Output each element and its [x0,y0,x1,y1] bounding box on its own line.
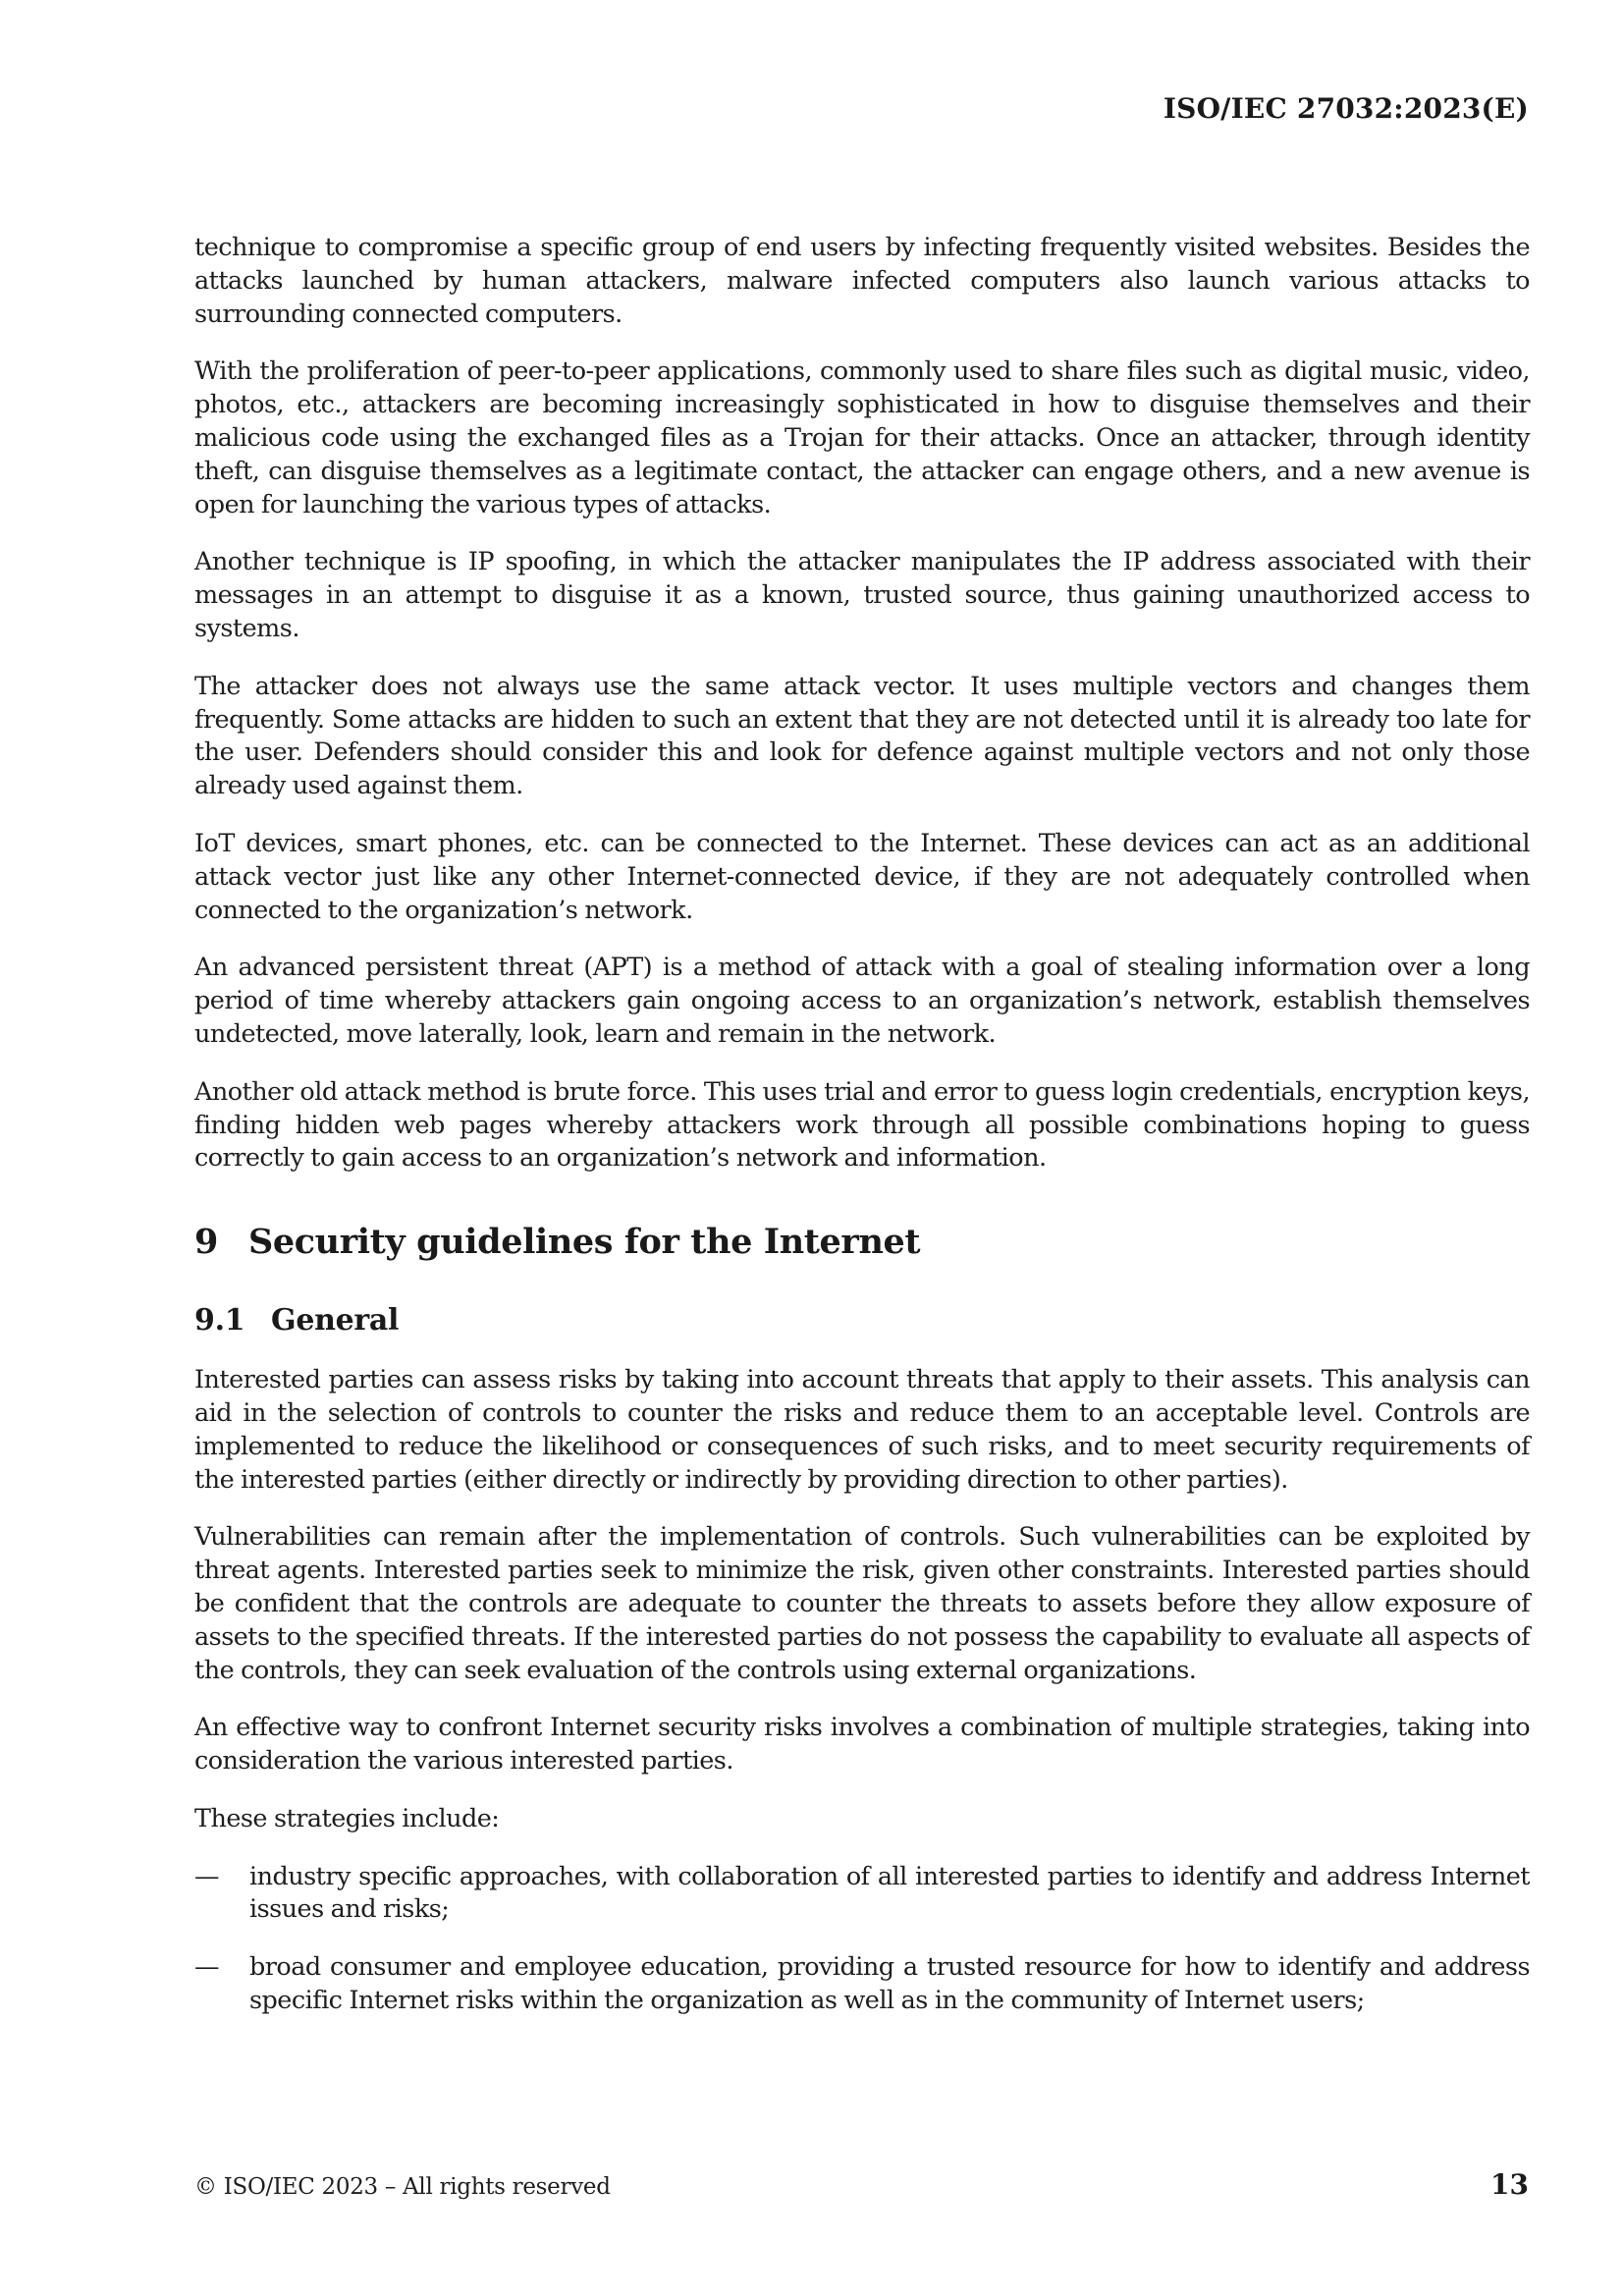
list-item-text: broad consumer and employee education, providing a trusted resource for how to identify and address specific Internet risks within the organization as well as in the community of Internet users; [249,1952,1530,2016]
list-intro: These strategies include: [194,1803,500,1833]
footer-copyright: © ISO/IEC 2023 – All rights reserved [194,2174,611,2200]
page-content [194,232,1530,2043]
subclause-number: 9.1 [194,1303,245,1339]
subclause-title: General [271,1303,400,1339]
dash-marker: — [194,1952,219,1983]
subclause-heading [194,1303,1530,1339]
clause-number: 9 [194,1222,218,1263]
body-paragraph: Another old attack method is brute force. This uses trial and error to guess login credentials, encryption keys, finding hidden web pages whereby attackers work through all possible combinations hoping to guess correctly to gain access to an organization’s network and information. [194,1076,1530,1174]
body-paragraph: Interested parties can assess risks by taking into account threats that apply to their assets. This analysis can aid in the selection of controls to counter the risks and reduce them to an acceptable level. Controls are implemented to reduce the likelihood or consequences of such risks, and to meet security requirements of the interested parties (either directly or indirectly by providing direction to other parties). [194,1365,1530,1495]
body-paragraph: Another technique is IP spoofing, in which the attacker manipulates the IP address associated with their messages in an attempt to disguise it as a known, trusted source, thus gaining unauthorized access to systems. [194,547,1530,643]
page-header-standard-id: ISO/IEC 27032:2023(E) [1163,92,1529,125]
body-paragraph: technique to compromise a specific group of end users by infecting frequently visited websites. Besides the attacks launched by human attackers, malware infected computers also launch various attacks to surrounding connected computers. [194,233,1530,329]
body-paragraph: IoT devices, smart phones, etc. can be connected to the Internet. These devices can act as an additional attack vector just like any other Internet-connected device, if they are not adequately controlled when connected to the organization’s network. [194,828,1530,925]
list-item [194,1861,1530,1928]
list-item-text: industry specific approaches, with collaboration of all interested parties to identify and address Internet issues and risks; [249,1861,1530,1925]
page-number: 13 [1490,2168,1529,2201]
dash-marker: — [194,1861,219,1891]
clause-heading [194,1223,1530,1262]
body-paragraph: Vulnerabilities can remain after the implementation of controls. Such vulnerabilities can be exploited by threat agents. Interested parties seek to minimize the risk, given other constraints. Interested parties should be confident that the controls are adequate to counter the threats to assets before they allow exposure of assets to the specified threats. If the interested parties do not possess the capability to evaluate all aspects of the controls, they can seek evaluation of the controls using external organizations. [194,1522,1530,1685]
body-paragraph: An effective way to confront Internet security risks involves a combination of multiple strategies, taking into consideration the various interested parties. [194,1713,1530,1777]
body-paragraph: An advanced persistent threat (APT) is a method of attack with a goal of stealing information over a long period of time whereby attackers gain ongoing access to an organization’s network, establish themselves undetected, move laterally, look, learn and remain in the network. [194,953,1530,1049]
body-paragraph: With the proliferation of peer-to-peer applications, commonly used to share files such as digital music, video, photos, etc., attackers are becoming increasingly sophisticated in how to disguise themselves and their malicious code using the exchanged files as a Trojan for their attacks. Once an attacker, through identity theft, can disguise themselves as a legitimate contact, the attacker can engage others, and a new avenue is open for launching the various types of attacks. [194,356,1530,519]
clause-title: Security guidelines for the Internet [248,1222,921,1263]
list-item [194,1951,1530,2018]
body-paragraph: The attacker does not always use the same attack vector. It uses multiple vectors and changes them frequently. Some attacks are hidden to such an extent that they are not detected until it is already too late for the user. Defenders should consider this and look for defence against multiple vectors and not only those already used against them. [194,671,1530,801]
strategy-list [194,1861,1530,2018]
